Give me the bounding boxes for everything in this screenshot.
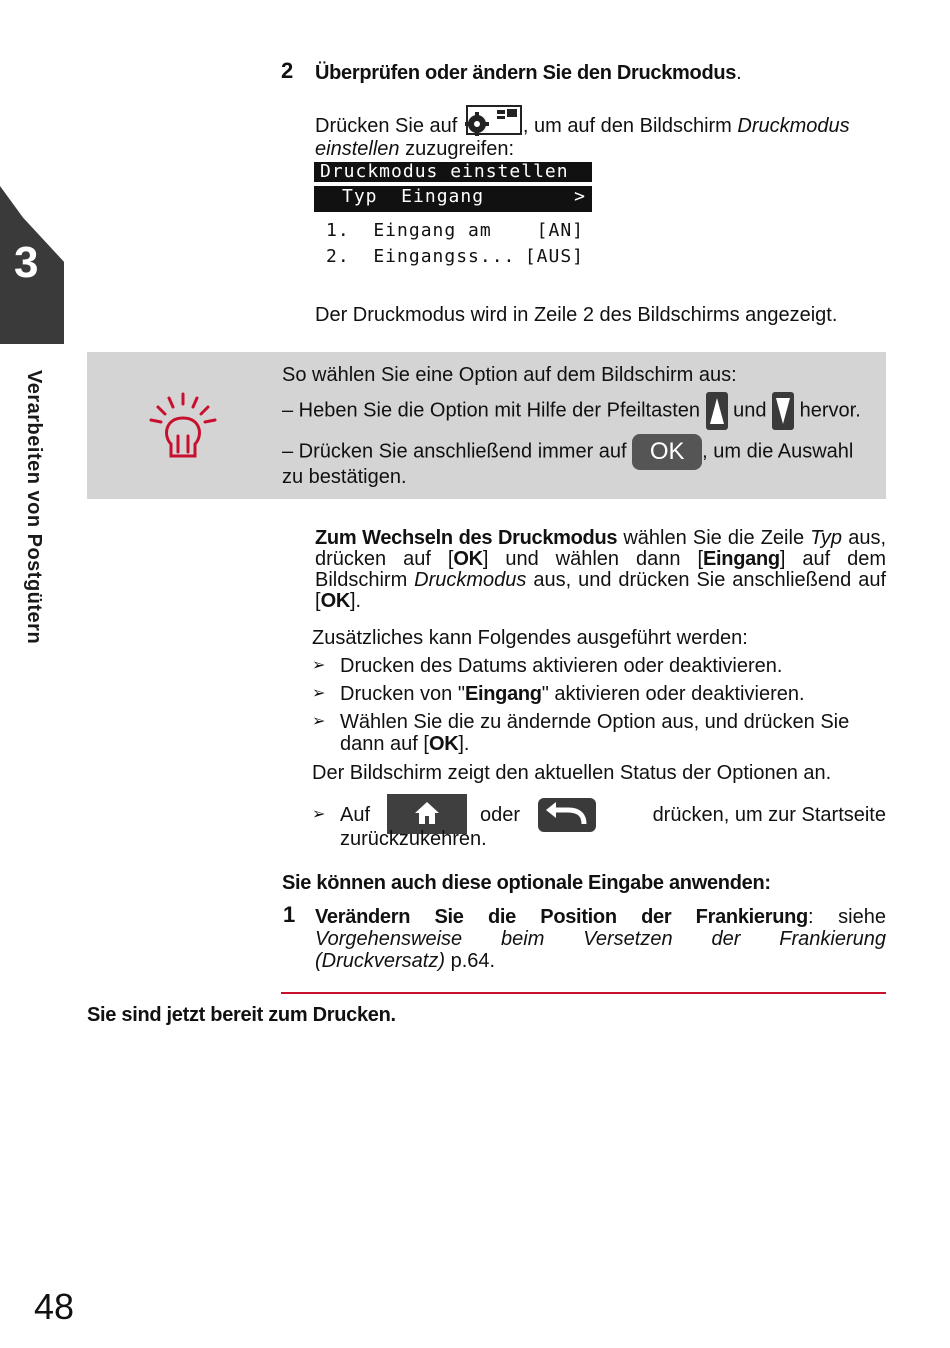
lcd-selected-row: Typ Eingang > — [314, 186, 592, 208]
chapter-number: 3 — [14, 238, 39, 287]
change-mode-paragraph: Zum Wechseln des Druckmodus wählen Sie die Zeile Typ aus, drücken auf [OK] und wählen dann [Eingang] auf dem Bildschirm Druckmodus aus, und drücken Sie anschließend auf [OK]. — [315, 527, 886, 612]
optional-heading: Sie können auch diese optionale Eingabe anwenden: — [282, 872, 771, 894]
additional-intro: Zusätzliches kann Folgendes ausgeführt werden: — [312, 627, 748, 649]
back-arrow-icon — [538, 798, 596, 832]
optional-step-text: Verändern Sie die Position der Frankierung: siehe Vorgehensweise beim Versetzen der Frankierung (Druckversatz) p.64. — [315, 906, 886, 972]
chapter-title: Verarbeiten von Postgütern — [23, 370, 45, 645]
ok-button-icon: OK — [632, 434, 702, 470]
mode-display-note: Der Druckmodus wird in Zeile 2 des Bildschirms angezeigt. — [315, 304, 838, 326]
list-item: ➢ Wählen Sie die zu ändernde Option aus, und drücken Sie dann auf [OK]. — [312, 711, 850, 755]
arrow-down-icon — [772, 392, 794, 430]
tip-box — [87, 352, 886, 499]
tip-line-2: – Heben Sie die Option mit Hilfe der Pfeiltasten und hervor. — [282, 392, 861, 430]
step-heading: Überprüfen oder ändern Sie den Druckmodus. — [315, 62, 742, 84]
settings-envelope-icon — [463, 104, 523, 138]
arrow-up-icon — [706, 392, 728, 430]
status-note: Der Bildschirm zeigt den aktuellen Status der Optionen an. — [312, 762, 832, 784]
step-instruction: Drücken Sie auf , um auf den Bildschirm Druckmodus einstellen zuzugreifen: — [315, 104, 890, 160]
divider-line — [281, 992, 886, 994]
list-item: ➢ Drucken des Datums aktivieren oder deaktivieren. — [312, 655, 783, 677]
step-number: 2 — [281, 58, 294, 83]
list-item: ➢ Drucken von "Eingang" aktivieren oder deaktivieren. — [312, 683, 805, 705]
page-number: 48 — [34, 1286, 75, 1327]
lcd-divider — [314, 208, 592, 212]
lcd-row: 2. Eingangss... [AUS] — [326, 246, 584, 267]
tip-line-1: So wählen Sie eine Option auf dem Bildschirm aus: — [282, 364, 737, 386]
lcd-row: 1. Eingang am [AN] — [326, 220, 584, 241]
chevron-right-icon: > — [574, 186, 586, 207]
tip-line-4: zu bestätigen. — [282, 466, 407, 488]
return-home-item: ➢ Auf oder drücken, um zur Startseite zurückzukehren. — [312, 794, 886, 854]
tip-line-3: – Drücken Sie anschließend immer auf OK , um die Auswahl — [282, 434, 853, 470]
options-list — [312, 655, 886, 755]
lcd-screen — [314, 162, 592, 272]
ready-message: Sie sind jetzt bereit zum Drucken. — [87, 1004, 396, 1026]
lightbulb-icon — [149, 390, 219, 467]
lcd-title: Druckmodus einstellen — [314, 162, 592, 182]
optional-step-number: 1 — [283, 902, 296, 927]
